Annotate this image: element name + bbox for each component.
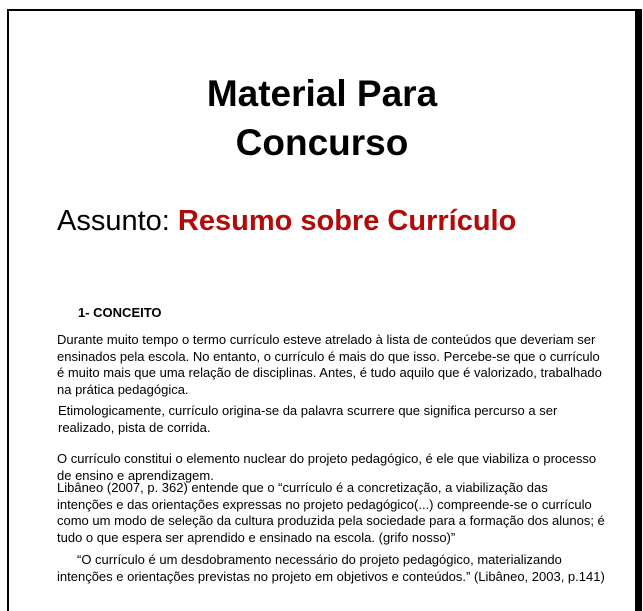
paragraph-intro: Durante muito tempo o termo currículo esteve atrelado à lista de conteúdos que deveriam ser ensinados pela escola. No entanto, o currículo é mais do que isso. Percebe-se que o currículo é muito mais que uma relação de disciplinas. Antes, é tudo aquilo que é valorizado, trabalhado na prática pedagógica. — [57, 332, 602, 397]
section-heading: 1- CONCEITO — [78, 305, 162, 320]
document-title — [9, 69, 635, 167]
document-page — [7, 9, 637, 611]
paragraph-nuclear-element: O currículo constitui o elemento nuclear do projeto pedagógico, é ele que viabiliza o processo de ensino e aprendizagem. — [57, 451, 597, 483]
paragraph-etymology: Etimologicamente, currículo origina-se da palavra scurrere que significa percurso a ser realizado, pista de corrida. — [58, 403, 558, 435]
paragraph-quote-2003: “O currículo é um desdobramento necessário do projeto pedagógico, materializando intenções e orientações previstas no projeto em objetivos e conteúdos.” (Libâneo, 2003, p.141) — [57, 552, 605, 584]
paragraph-libaneo-2007: Libâneo (2007, p. 362) entende que o “currículo é a concretização, a viabilização das intenções e das orientações expressas no projeto pedagógico(...) compreende-se o currículo como um modo de seleção da cultura produzida pela sociedade para a formação dos alunos; é tudo o que espera ser aprendido e ensinado na escola. (grifo nosso)” — [57, 480, 605, 545]
subject-value: Resumo sobre Currículo — [177, 205, 517, 237]
subject-line — [57, 203, 516, 239]
subject-label: Assunto: — [57, 205, 170, 237]
title-line-1: Material Para — [206, 73, 438, 114]
title-line-2: Concurso — [235, 122, 409, 163]
